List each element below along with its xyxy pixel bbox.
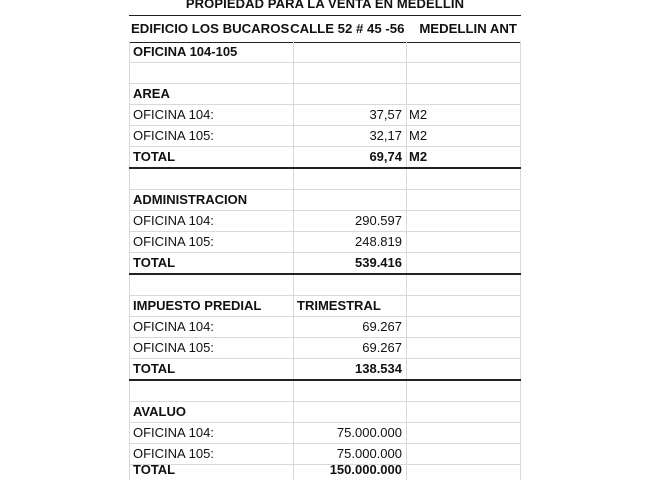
table-row [129, 337, 521, 359]
row-label: OFICINA 104: [133, 319, 214, 334]
table-row-empty [129, 380, 521, 402]
total-label: TOTAL [133, 149, 176, 164]
table-row [129, 125, 521, 147]
building-name: EDIFICIO LOS BUCAROS [131, 21, 290, 36]
administracion-heading: ADMINISTRACION [133, 192, 248, 207]
row-label: OFICINA 105: [133, 340, 214, 355]
total-value: 138.534 [355, 361, 402, 376]
total-row [129, 252, 521, 275]
row-value: 69.267 [362, 319, 402, 334]
total-value: 539.416 [355, 255, 402, 270]
avaluo-heading: AVALUO [133, 404, 186, 419]
table-row [129, 295, 521, 317]
area-heading: AREA [133, 86, 170, 101]
spreadsheet [129, 0, 521, 480]
total-row [129, 459, 521, 480]
building-address: CALLE 52 # 45 -56 [290, 21, 405, 36]
table-row [129, 210, 521, 232]
impuesto-predial-heading: IMPUESTO PREDIAL [133, 298, 262, 313]
total-value: 150.000.000 [329, 462, 402, 477]
total-label: TOTAL [133, 462, 176, 477]
building-city: MEDELLIN ANT [419, 21, 517, 36]
total-unit: M2 [409, 149, 428, 164]
table-row [129, 316, 521, 338]
table-row [129, 41, 521, 63]
row-value: 37,57 [369, 107, 402, 122]
page-title: PROPIEDAD PARA LA VENTA EN MEDELLIN [185, 0, 465, 11]
total-label: TOTAL [133, 361, 176, 376]
table-row [129, 83, 521, 105]
row-label: OFICINA 105: [133, 234, 214, 249]
total-row [129, 358, 521, 381]
data-grid [129, 41, 521, 480]
row-value: 248.819 [355, 234, 402, 249]
table-row [129, 401, 521, 423]
total-row [129, 146, 521, 169]
table-row-empty [129, 274, 521, 296]
row-value: 32,17 [369, 128, 402, 143]
subtitle-bar [129, 15, 521, 43]
row-value: 75.000.000 [336, 425, 402, 440]
row-label: OFICINA 105: [133, 446, 214, 461]
row-label: OFICINA 104: [133, 213, 214, 228]
table-row [129, 104, 521, 126]
table-row [129, 422, 521, 444]
row-label: OFICINA 105: [133, 128, 214, 143]
row-value: 69.267 [362, 340, 402, 355]
row-value: 290.597 [355, 213, 402, 228]
table-row-empty [129, 62, 521, 84]
period-label: TRIMESTRAL [297, 298, 381, 313]
table-row [129, 231, 521, 253]
row-value: 75.000.000 [336, 446, 402, 461]
row-label: OFICINA 104: [133, 425, 214, 440]
offices-heading: OFICINA 104-105 [133, 44, 238, 59]
total-value: 69,74 [369, 149, 402, 164]
table-row-empty [129, 168, 521, 190]
table-row [129, 189, 521, 211]
total-label: TOTAL [133, 255, 176, 270]
row-unit: M2 [409, 128, 428, 143]
row-unit: M2 [409, 107, 428, 122]
row-label: OFICINA 104: [133, 107, 214, 122]
